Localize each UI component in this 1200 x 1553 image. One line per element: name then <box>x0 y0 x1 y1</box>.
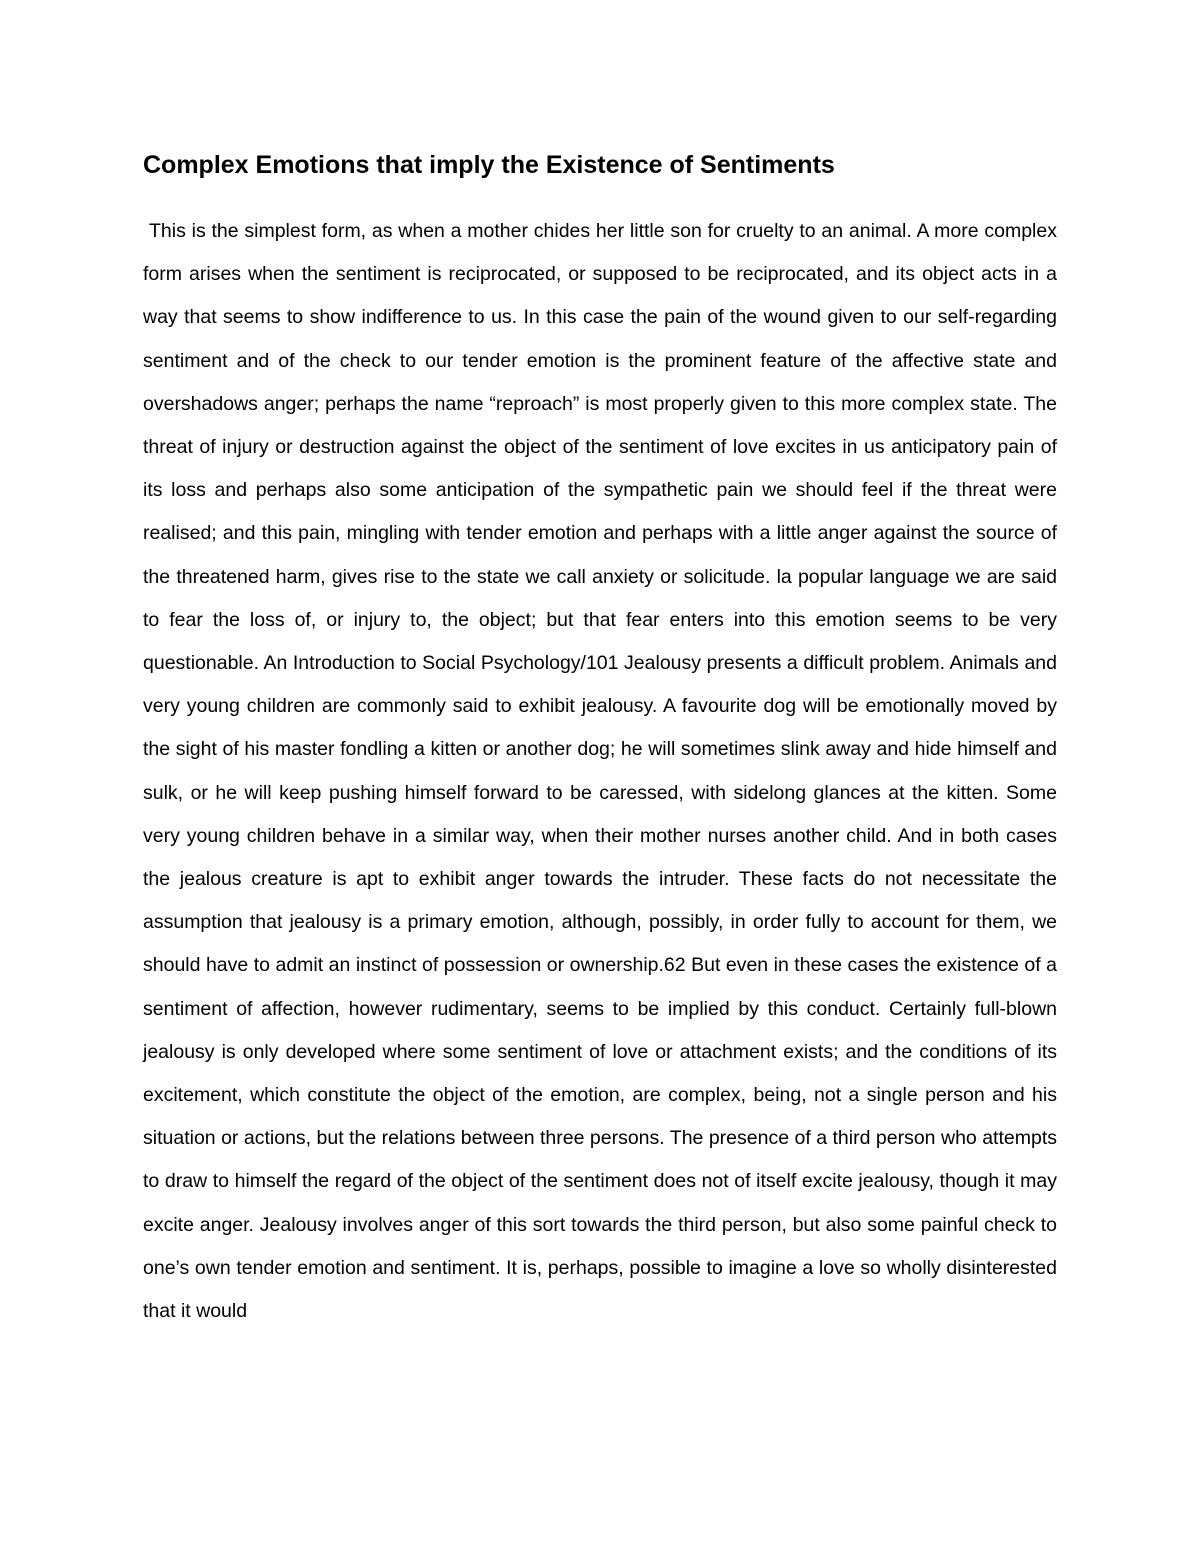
document-title: Complex Emotions that imply the Existence of Sentiments <box>143 151 835 179</box>
body-paragraph: This is the simplest form, as when a mother chides her little son for cruelty to an animal. A more complex form arises when the sentiment is reciprocated, or supposed to be reciprocated, and its object acts in a way that seems to show indifference to us. In this case the pain of the wound given to our self-regarding sentiment and of the check to our tender emotion is the prominent feature of the affective state and overshadows anger; perhaps the name “reproach” is most properly given to this more complex state. The threat of injury or destruction against the object of the sentiment of love excites in us anticipatory pain of its loss and perhaps also some anticipation of the sympathetic pain we should feel if the threat were realised; and this pain, mingling with tender emotion and perhaps with a little anger against the source of the threatened harm, gives rise to the state we call anxiety or solicitude. la popular language we are said to fear the loss of, or injury to, the object; but that fear enters into this emotion seems to be very questionable. An Introduction to Social Psychology/101 Jealousy presents a difficult problem. Animals and very young children are commonly said to exhibit jealousy. A favourite dog will be emotionally moved by the sight of his master fondling a kitten or another dog; he will sometimes slink away and hide himself and sulk, or he will keep pushing himself forward to be caressed, with sidelong glances at the kitten. Some very young children behave in a similar way, when their mother nurses another child. And in both cases the jealous creature is apt to exhibit anger towards the intruder. These facts do not necessitate the assumption that jealousy is a primary emotion, although, possibly, in order fully to account for them, we should have to admit an instinct of possession or ownership.62 But even in these cases the existence of a sentiment of affection, however rudimentary, seems to be implied by this conduct. Certainly full-blown jealousy is only developed where some sentiment of love or attachment exists; and the conditions of its excitement, which constitute the object of the emotion, are complex, being, not a single person and his situation or actions, but the relations between three persons. The presence of a third person who attempts to draw to himself the regard of the object of the sentiment does not of itself excite jealousy, though it may excite anger. Jealousy involves anger of this sort towards the third person, but also some painful check to one’s own tender emotion and sentiment. It is, perhaps, possible to imagine a love so wholly disinterested that it would <box>143 220 1057 1323</box>
